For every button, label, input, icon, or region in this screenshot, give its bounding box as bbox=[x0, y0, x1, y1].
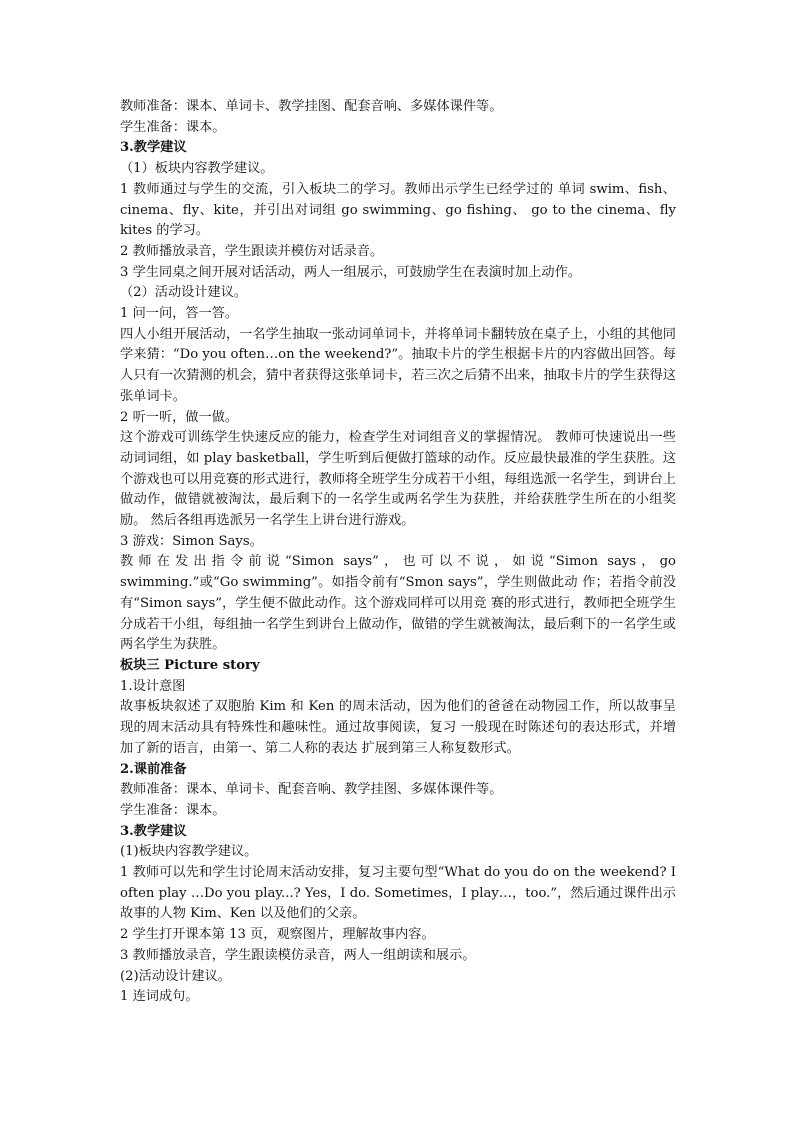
list-item: 2 教师播放录音，学生跟读并模仿对话录音。 bbox=[120, 243, 384, 259]
section-heading: 2.课前准备 bbox=[120, 761, 187, 777]
list-item: 3 学生同桌之间开展对话活动，两人一组展示，可鼓励学生在表演时加上动作。 bbox=[120, 264, 581, 280]
section-heading: 板块三 Picture story bbox=[120, 657, 260, 673]
subsection-heading: (1)板块内容教学建议。 bbox=[120, 844, 258, 860]
activity-title: 1 问一问，答一答。 bbox=[120, 306, 239, 322]
subsection-heading: （2）活动设计建议。 bbox=[120, 285, 248, 301]
student-prep-line: 学生准备：课本。 bbox=[120, 802, 226, 818]
student-prep-line: 学生准备：课本。 bbox=[120, 119, 226, 135]
subsection-heading: 1.设计意图 bbox=[120, 678, 186, 694]
teacher-prep-line: 教师准备：课本、单词卡、配套音响、教学挂图、多媒体课件等。 bbox=[120, 782, 503, 798]
paragraph: 四人小组开展活动，一名学生抽取一张动词单词卡，并将单词卡翻转放在桌子上，小组的其他同学来猜：“Do you often…on the weekend?”。抽取卡片的学生根据卡片的内容做出回答。每人只有一次猜测的机会，猜中者获得这张单词卡，若三次之后猜不出来，抽取卡片的学生获得这张单词卡。 bbox=[120, 326, 676, 404]
section-heading: 3.教学建议 bbox=[120, 140, 187, 156]
subsection-heading: （1）板块内容教学建议。 bbox=[120, 161, 274, 177]
list-item: 3 教师播放录音，学生跟读模仿录音，两人一组朗读和展示。 bbox=[120, 947, 476, 963]
list-item: 2 学生打开课本第 13 页，观察图片，理解故事内容。 bbox=[120, 927, 435, 943]
paragraph: 1 教师可以先和学生讨论周末活动安排，复习主要句型“What do you do on the weekend? I often play …Do you play...? Yes，I do. Sometimes，I play…，too.”，然后通过课件出示故事的人物 Kim、Ken 以及他们的父亲。 bbox=[120, 865, 676, 922]
paragraph: 故事板块叙述了双胞胎 Kim 和 Ken 的周末活动，因为他们的爸爸在动物园工作，所以故事呈现的周末活动具有特殊性和趣味性。通过故事阅读，复习 一般现在时陈述句的表达形式，并增加了新的语言，由第一、第二人称的表达 扩展到第三人称复数形式。 bbox=[120, 699, 676, 756]
document-body bbox=[120, 97, 676, 1008]
paragraph: 这个游戏可训练学生快速反应的能力，检查学生对词组音义的掌握情况。 教师可快速说出一些动词词组，如 play basketball，学生听到后便做打篮球的动作。反应最快最准的学生获胜。这个游戏也可以用竞赛的形式进行，教师将全班学生分成若干小组，每组选派一名学生，到讲台上做动作，做错就被淘汰，最后剩下的一名学生或两名学生为获胜，并给获胜学生所在的小组奖励。 然后各组再选派另一名学生上讲台进行游戏。 bbox=[120, 430, 676, 529]
section-heading: 3.教学建议 bbox=[120, 823, 187, 839]
paragraph: 教师在发出指令前说“Simon says”，也可以不说，如说“Simon says，go swimming.”或“Go swimming”。如指令前有“Smon says”，学生则做此动 作；若指令前没有“Simon says”，学生便不做此动作。这个游戏同样可以用竞 赛的形式进行，教师把全班学生分成若干小组，每组抽一名学生到讲台上做动作，做错的学生就被淘汰，最后剩下的一名学生或两名学生为获胜。 bbox=[120, 554, 676, 653]
activity-title: 2 听一听，做一做。 bbox=[120, 409, 239, 425]
subsection-heading: (2)活动设计建议。 bbox=[120, 968, 231, 984]
teacher-prep-line: 教师准备：课本、单词卡、教学挂图、配套音响、多媒体课件等。 bbox=[120, 99, 503, 114]
activity-title: 1 连词成句。 bbox=[120, 989, 199, 1005]
paragraph: 1 教师通过与学生的交流，引入板块二的学习。教师出示学生已经学过的 单词 swim、fish、cinema、fly、kite，并引出对词组 go swimming、go fishing、 go to the cinema、fly kites 的学习。 bbox=[120, 181, 676, 239]
activity-title: 3 游戏：Simon Says。 bbox=[120, 533, 263, 549]
